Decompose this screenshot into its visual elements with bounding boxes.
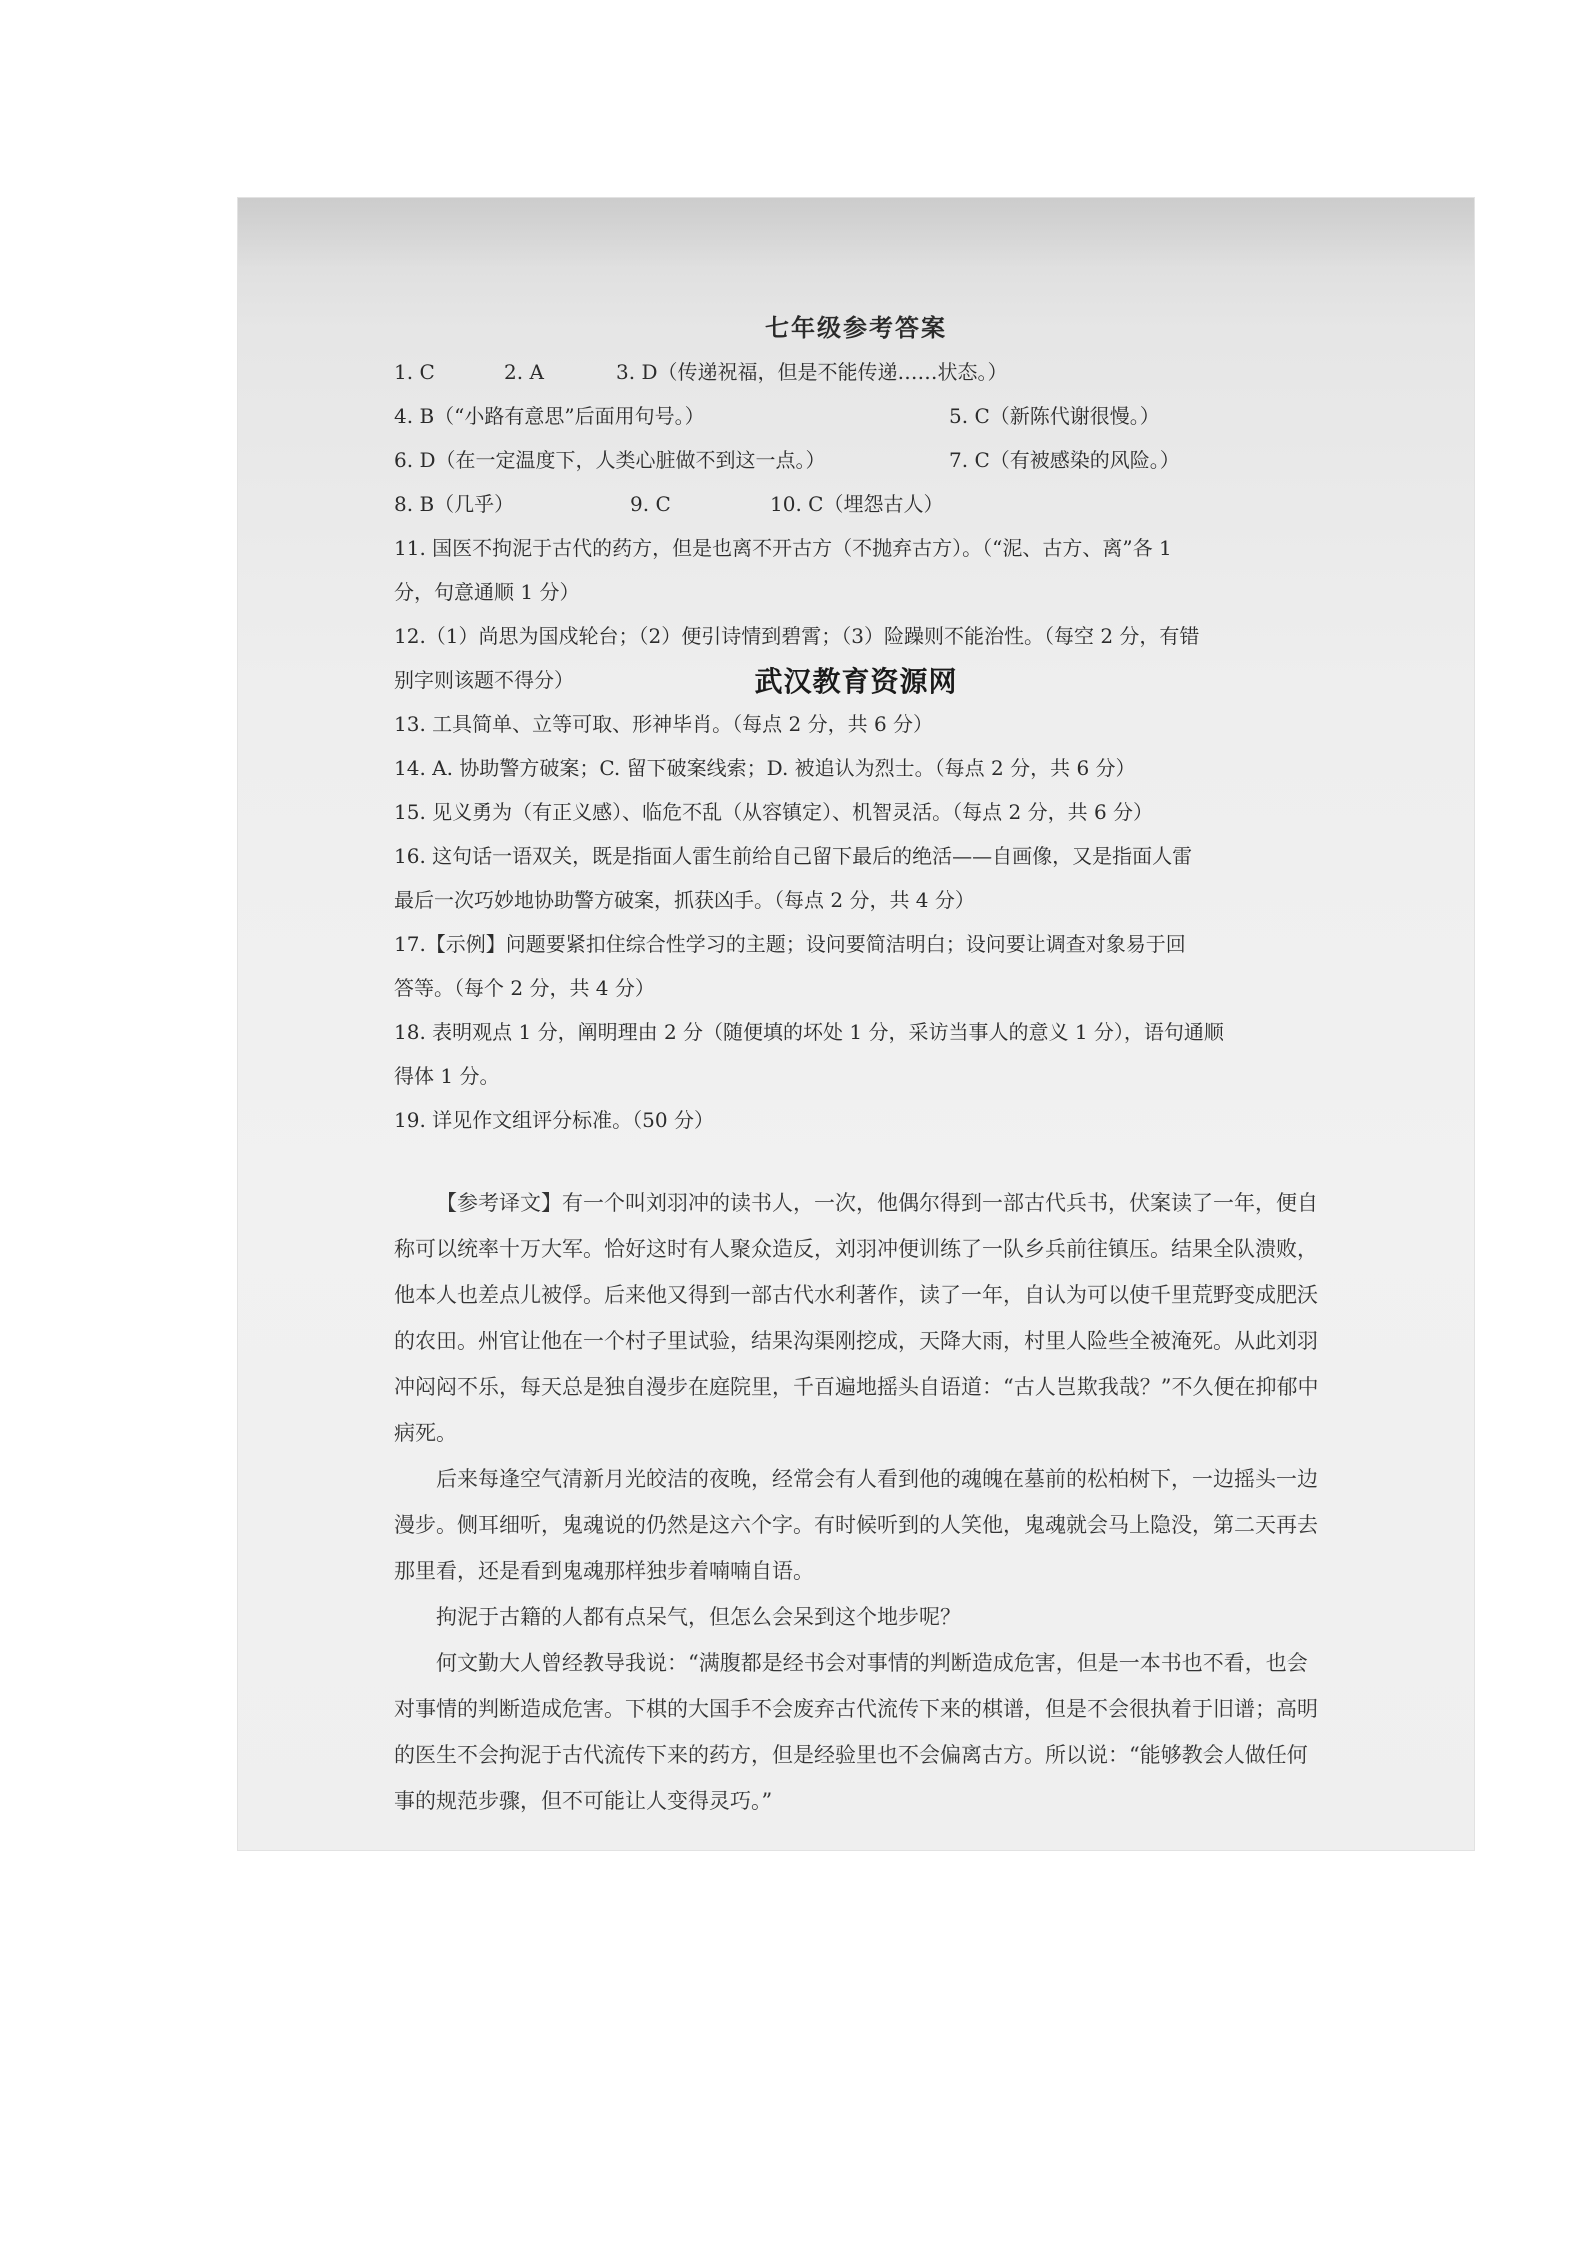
watermark-text: 武汉教育资源网 (754, 665, 958, 698)
answer-row-1 (394, 350, 1314, 394)
answer-row-2 (394, 394, 1314, 438)
answer-10: 10. C（埋怨古人） (770, 492, 944, 516)
answer-8: 8. B（几乎） (394, 492, 515, 516)
answer-2: 2. A (504, 360, 544, 384)
answer-3: 3. D（传递祝福，但是不能传递……状态。） (616, 360, 1008, 384)
answer-12-line-1: 12.（1）尚思为国戍轮台；（2）便引诗情到碧霄；（3）险躁则不能治性。（每空 2 分，有错 (394, 624, 1200, 648)
answer-row-4 (394, 482, 1314, 526)
answer-16-line-1: 16. 这句话一语双关，既是指面人雷生前给自己留下最后的绝活——自画像，又是指面人雷 (394, 844, 1193, 868)
answer-4: 4. B（“小路有意思”后面用句号。） (394, 404, 705, 428)
answer-row-3 (394, 438, 1314, 482)
answer-17-line-1: 17.【示例】问题要紧扣住综合性学习的主题；设问要简洁明白；设问要让调查对象易于回 (394, 932, 1186, 956)
answer-11-line-2: 分，句意通顺 1 分） (394, 580, 580, 604)
answer-key (394, 350, 1314, 1142)
reference-translation (394, 1180, 1324, 1824)
answer-13: 13. 工具简单、立等可取、形神毕肖。（每点 2 分，共 6 分） (394, 712, 934, 736)
translation-paragraph-1: 【参考译文】有一个叫刘羽冲的读书人，一次，他偶尔得到一部古代兵书，伏案读了一年，便自称可以统率十万大军。恰好这时有人聚众造反，刘羽冲便训练了一队乡兵前往镇压。结果全队溃败，他本人也差点儿被俘。后来他又得到一部古代水利著作，读了一年，自认为可以使千里荒野变成肥沃的农田。州官让他在一个村子里试验，结果沟渠刚挖成，天降大雨，村里人险些全被淹死。从此刘羽冲闷闷不乐，每天总是独自漫步在庭院里，千百遍地摇头自语道：“古人岂欺我哉？”不久便在抑郁中病死。 (394, 1191, 1319, 1445)
answer-9: 9. C (630, 492, 671, 516)
answer-6: 6. D（在一定温度下，人类心脏做不到这一点。） (394, 448, 826, 472)
answer-5: 5. C（新陈代谢很慢。） (949, 404, 1160, 428)
answer-18-line-1: 18. 表明观点 1 分，阐明理由 2 分（随便填的坏处 1 分，采访当事人的意义 1 分），语句通顺 (394, 1020, 1224, 1044)
answer-12-line-2: 别字则该题不得分） (394, 668, 574, 692)
translation-paragraph-3: 拘泥于古籍的人都有点呆气，但怎么会呆到这个地步呢？ (436, 1605, 961, 1629)
translation-paragraph-4: 何文勤大人曾经教导我说：“满腹都是经书会对事情的判断造成危害，但是一本书也不看，也会对事情的判断造成危害。下棋的大国手不会废弃古代流传下来的棋谱，但是不会很执着于旧谱；高明的医生不会拘泥于古代流传下来的药方，但是经验里也不会偏离古方。所以说：“能够教会人做任何事的规范步骤，但不可能让人变得灵巧。” (394, 1651, 1318, 1813)
translation-paragraph-2: 后来每逢空气清新月光皎洁的夜晚，经常会有人看到他的魂魄在墓前的松柏树下，一边摇头一边漫步。侧耳细听，鬼魂说的仍然是这六个字。有时候听到的人笑他，鬼魂就会马上隐没，第二天再去那里看，还是看到鬼魂那样独步着喃喃自语。 (394, 1467, 1318, 1583)
answer-11-line-1: 11. 国医不拘泥于古代的药方，但是也离不开古方（不抛弃古方）。（“泥、古方、离”各 1 (394, 536, 1172, 560)
scanned-page (238, 198, 1474, 1850)
answer-15: 15. 见义勇为（有正义感）、临危不乱（从容镇定）、机智灵活。（每点 2 分，共 6 分） (394, 800, 1154, 824)
answer-1: 1. C (394, 360, 435, 384)
page-title: 七年级参考答案 (765, 313, 947, 342)
answer-17-line-2: 答等。（每个 2 分，共 4 分） (394, 976, 655, 1000)
answer-18-line-2: 得体 1 分。 (394, 1064, 500, 1088)
answer-19: 19. 详见作文组评分标准。（50 分） (394, 1108, 714, 1132)
answer-14: 14. A. 协助警方破案；C. 留下破案线索；D. 被追认为烈士。（每点 2 分，共 6 分） (394, 756, 1136, 780)
answer-16-line-2: 最后一次巧妙地协助警方破案，抓获凶手。（每点 2 分，共 4 分） (394, 888, 975, 912)
answer-7: 7. C（有被感染的风险。） (949, 448, 1180, 472)
